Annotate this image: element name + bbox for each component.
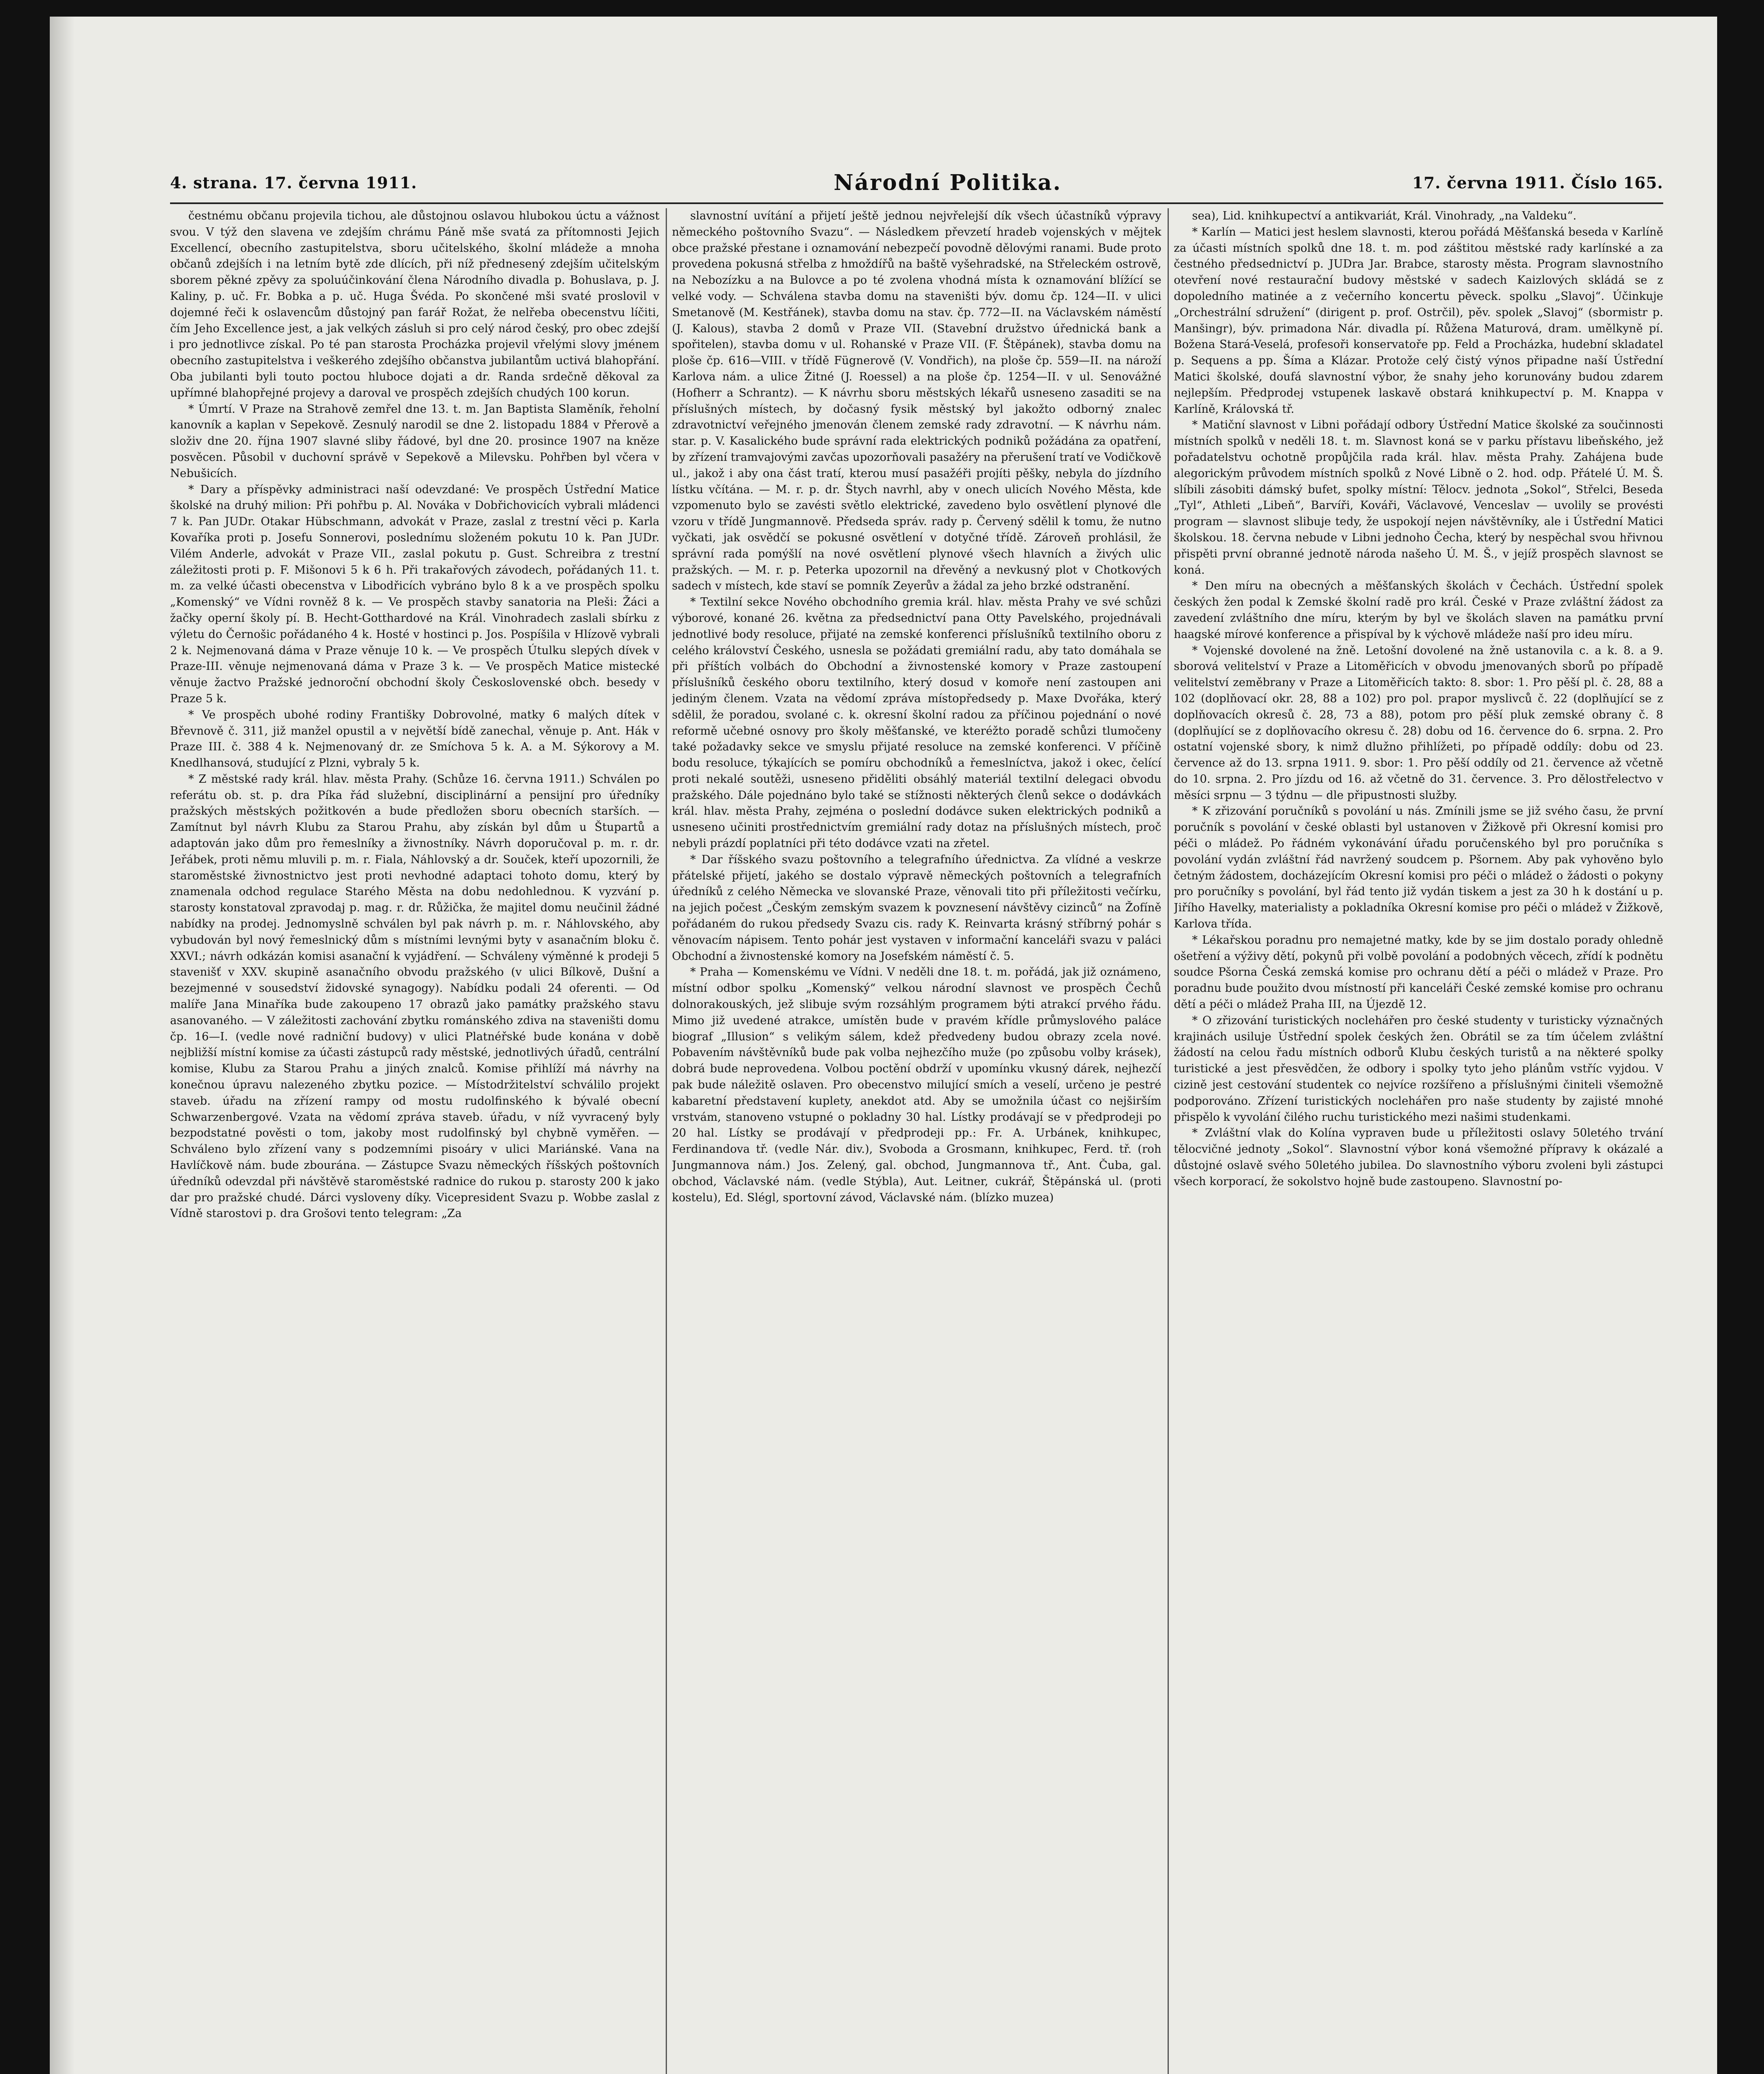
article-paragraph: * Dar říšského svazu poštovního a telegrafního úřednictva. Za vlídné a veskrze přátelské přijetí, jakého se dostalo výpravě německých poštovních a telegrafních úředníků z celého Německa ve slovanské Praze, věnovali tito při příležitosti večírku, na jejich počest „Českým zemským svazem k povznesení návštěvy cizinců“ na Žofíně pořádaném do rukou předsedy Svazu cis. rady K. Reinvarta krásný stříbrný pohár s věnovacím nápisem. Tento pohár jest vystaven v informační kanceláři svazu v paláci Obchodní a živnostenské komory na Josefském náměstí č. 5. [672,853,1161,963]
article-paragraph: * Matiční slavnost v Libni pořádají odbory Ústřední Matice školské za součinnosti místních spolků v neděli 18. t. m. Slavnost koná se v parku přístavu libeňského, jež pořadatelstvu ochotně propůjčila rada král. hlav. města Prahy. Zahájena bude alegorickým průvodem místních spolků z Nové Libně o 2. hod. odp. Přátelé Ú. M. Š. slíbili zásobiti dámský bufet, spolky místní: Tělocv. jednota „Sokol“, Střelci, Beseda „Tyl“, Athleti „Libeň“, Barvíři, Kováři, Václavové, Venceslav — uvolily se provésti program — slavnost slibuje tedy, že uspokojí nejen návštěvníky, ale i Ústřední Matici školskou. 18. června nebude v Libni jednoho Čecha, který by nespěchal svou hřivnou přispěti první obranné jednotě národa našeho Ú. M. Š., v jejíž prospěch slavnost se koná. [1174,419,1663,577]
article-paragraph: * K zřizování poručníků s povolání u nás. Zmínili jsme se již svého času, že první poručník s povolání v české oblasti byl ustanoven v Žižkově při Okresní komisi pro péči o mládež. Po řádném vykonávání úřadu poručenského byl pro poručníka s povolání vydán zvláštní řád navržený soudcem p. Pšornem. Aby pak vyhověno bylo četným žádostem, docházejícím Okresní komisi pro péči o mládež o žádosti o pokyny pro poručníky s povolání, byl řád tento již vydán tiskem a jest za 30 h k dostání u p. Jiřího Havelky, materialisty a pokladníka Okresní komise pro péči o mládež v Žižkově, Karlova třída. [1174,805,1663,931]
header-issue-number: 17. června 1911. Číslo 165. [1412,173,1663,192]
masthead-title: Národní Politika. [834,170,1062,195]
article-paragraph: * Karlín — Matici jest heslem slavnosti, kterou pořádá Měšťanská beseda v Karlíně za účasti místních spolků dne 18. t. m. pod záštitou městské rady karlínské a za čestného předsednictví p. JUDra Jar. Brabce, starosty města. Program slavnostního otevření nové restaurační budovy městské v sadech Kaizlových skládá se z dopoledního matinée a z večerního koncertu pěveck. spolku „Slavoj“. Účinkuje „Orchestrální sdružení“ (dirigent p. prof. Ostrčil), pěv. spolek „Slavoj“ (sbormistr p. Manšingr), býv. primadona Nár. divadla pí. Růžena Maturová, dram. umělkyně pí. Božena Stará-Veselá, profesoři konservatoře pp. Feld a Procházka, hudební skladatel p. Sequens a pp. Šíma a Klázar. Protože celý čistý výnos připadne naší Ústřední Matici školské, doufá slavnostní výbor, že snahy jeho korunovány budou zdarem nejlepším. Předprodej vstupenek laskavě obstará knihkupectví p. M. Knappa v Karlíně, Královská tř. [1174,225,1663,416]
article-paragraph: * Z městské rady král. hlav. města Prahy. (Schůze 16. června 1911.) Schválen po referátu ob. st. p. dra Píka řád služební, disciplinární a pensijní pro úředníky pražských městských požitkovén a bude předložen sboru obecních starších. — Zamítnut byl návrh Klubu za Starou Prahu, aby získán byl dům u Štupartů a adaptován jako dům pro řemeslníky a živnostníky. Návrh doporučoval p. m. r. dr. Jeřábek, proti němu mluvili p. m. r. Fiala, Náhlovský a dr. Souček, kteří upozornili, že staroměstské živnostnictvo jest proti nevhodné adaptaci tohoto domu, který by znamenala odchod regulace Starého Města na dobu nedohlednou. K vyzvání p. starosty konstatoval zpravodaj p. mag. r. dr. Růžička, že majitel domu neučinil žádné nabídky na prodej. Jednomyslně schválen byl pak návrh p. m. r. Náhlovského, aby vybudován byl nový řemeslnický dům s místními levnými byty v asanačním bloku č. XXVI.; návrh odkázán komisi asanační k vyjádření. — Schváleny výměnné k prodeji 5 stavenišť v XXV. skupině asanačního obvodu pražského (v ulici Bílkově, Dušní a bezejmenné v sousedství židovské synagogy). Nabídku podali 24 oferenti. — Od malíře Jana Minaříka bude zakoupeno 17 obrazů jako památky pražského stavu asanovaného. — V záležitosti zachování zbytku románského zdiva na staveništi domu čp. 16—I. (vedle nové radniční budovy) v ulici Platnéřské bude konána v době nejbližší místní komise za účasti zástupců rady městské, jednotlivých úřadů, centrální komise, Klubu za Starou Prahu a jiných znalců. Komise přihlíží má návrhy na konečnou úpravu nalezeného zbytku pozice. — Místodržitelství schválilo projekt staveb. úřadu na zřízení rampy od mostu rudolfinského k bývalé obecní Schwarzenbergové. Vzata na vědomí zpráva staveb. úřadu, v níž vyvracený byly bezpodstatné pověsti o tom, jakoby most rudolfinský byl chybně vyměřen. — Schváleno bylo zřízení vany s podzemními pisoáry v ulici Mariánské. Vana na Havlíčkově nám. bude zbourána. — Zástupce Svazu německých říšských poštovních úředníků odevzdal při návštěvě staroměstské radnice do rukou p. starosty 200 k jako dar pro pražské chudé. Dárci vysloveny díky. Vicepresident Svazu p. Wobbe zaslal z Vídně starostovi p. dra Grošovi tento telegram: „Za [170,772,659,1220]
newspaper-page [50,17,1717,2074]
article-paragraph: * Dary a příspěvky administraci naší odevzdané: Ve prospěch Ústřední Matice školské na druhý milion: Při pohřbu p. Al. Nováka v Dobřichovicích vybrali mládenci 7 k. Pan JUDr. Otakar Hübschmann, advokát v Praze, zaslal z trestní věci p. Karla Kovaříka proti p. Josefu Sonnerovi, poslednímu složeném pokutu 10 k. Pan JUDr. Vilém Anderle, advokát v Praze VII., zaslal pokutu p. Gust. Schreibra z trestní záležitosti proti p. F. Mišonovi 5 k 6 h. Při trakařových závodech, pořádaných 11. t. m. za velké účasti obecenstva v Libodřicích vybráno bylo 8 k a ve prospěch spolku „Komenský“ ve Vídni rovněž 8 k. — Ve prospěch stavby sanatoria na Pleši: Žáci a žačky operní školy pí. B. Hecht-Gotthardové na Král. Vinohradech zaslali sbírku z výletu do Černošic pořádaného 4 k. Hosté v hostinci p. Jos. Pospíšila v Hlízově vybrali 2 k. Nejmenovaná dáma v Praze věnuje 10 k. — Ve prospěch Útulku slepých dívek v Praze-III. věnuje nejmenovaná dáma v Praze 3 k. — Ve prospěch Matice mistecké věnuje žactvo Pražské jednoroční obchodní školy Československé obch. besedy v Praze 5 k. [170,483,659,705]
article-paragraph: * Lékařskou poradnu pro nemajetné matky, kde by se jim dostalo porady ohledně ošetření a výživy dětí, pokynů při volbě povolání a podobných věcech, zřídí k podnětu soudce Pšorna Česká zemská komise pro ochranu dětí a péči o mládež v Praze. Pro poradnu bude použito dvou místností při kanceláři České zemské komise pro ochranu dětí a péči o mládež Praha III, na Újezdě 12. [1174,933,1663,1011]
text-column-2 [672,208,1161,2074]
article-paragraph: * Praha — Komenskému ve Vídni. V neděli dne 18. t. m. pořádá, jak již oznámeno, místní odbor spolku „Komenský“ velkou národní slavnost ve prospěch Čechů dolnorakouských, jež slibuje svým rozsáhlým programem býti atrakcí prvého řádu. Mimo již uvedené atrakce, umístěn bude v pravém křídle průmyslového paláce biograf „Illusion“ s velikým sálem, kdež předvedeny budou obrazy zcela nové. Pobavením návštěvníků bude pak volba nejhezčího muže (po způsobu volby krásek), dobrá bude neprovedena. Volbou poctění obdrží v upomínku vkusný dárek, nejhezčí pak bude náležitě oslaven. Pro obecenstvo milující smích a veselí, určeno je pestré kabaretní představení kuplety, anekdot atd. Aby se umožnila účast co nejširším vrstvám, stanoveno vstupné o pokladny 30 hal. Lístky prodávají se v předprodeji po 20 hal. Lístky se prodávají v předprodeji pp.: Fr. A. Urbánek, knihkupec, Ferdinandova tř. (vedle Nár. div.), Svoboda a Grosmann, knihkupec, Ferd. tř. (roh Jungmannova nám.) Jos. Zelený, gal. obchod, Jungmannova tř., Ant. Čuba, gal. obchod, Václavské nám. (vedle Stýbla), Aut. Leitner, cukrář, Štěpánská ul. (proti kostelu), Ed. Slégl, sportovní závod, Václavské nám. (blízko muzea) [672,966,1161,1204]
article-paragraph: * O zřizování turistických noclehářen pro české studenty v turisticky význačných krajinách usiluje Ústřední spolek českých žen. Obrátil se za tím účelem zvláštní žádostí na celou řadu místních odborů Klubu českých turistů a na některé spolky turistické a jest přesvědčen, že odbory i spolky tyto jeho plánům vstříc vyjdou. V cizině jest cestování studentek co nejvíce rozšířeno a příslušnými činiteli všemožně podporováno. Zřízení turistických noclehářen pro naše studenty by zajisté mnohé přispělo k vyvolání čilého ruchu turistického mezi našimi studenkami. [1174,1014,1663,1124]
article-paragraph: čestnému občanu projevila tichou, ale důstojnou oslavou hlubokou úctu a vážnost svou. V týž den slavena ve zdejším chrámu Páně mše svatá za přítomnosti Jejich Excellencí, obecního zastupitelstva, sboru učitelského, školní mládeže a mnoha občanů zdejších i na letním bytě zde dlících, při níž přednesený zdejším učitelským sborem pěkné zpěvy za spoluúčinkování člena Národního divadla p. Bohuslava, p. J. Kaliny, p. uč. Fr. Bobka a p. uč. Huga Švéda. Po skončené mši svaté proslovil v dojemné řeči k oslavencům důstojný pan farář Rožat, že nelřeba obecenstvu líčiti, čím Jeho Excellence jest, a jak velkých zásluh si pro celý národ český, pro obec zdejší i pro jednotlivce získal. Po té pan starosta Procházka projevil vřelými slovy jménem obecního zastupitelstva i veškerého zdejšího občanstva jubilantům uctivá blahopřání. Oba jubilanti byli touto poctou hluboce dojati a dr. Randa srdečně děkoval za upřímné blahopřejné projevy a daroval ve prospěch zdejších chudých 100 korun. [170,209,659,399]
article-paragraph: * Vojenské dovolené na žně. Letošní dovolené na žně ustanovila c. a k. 8. a 9. sborová velitelství v Praze a Litoměřicích v obvodu jmenovaných sborů po případě velitelství zeměbrany v Praze a Litoměřicích takto: 8. sbor: 1. Pro pěší pl. č. 28, 88 a 102 (doplňovací okr. 28, 88 a 102) pro pol. prapor myslivců č. 22 (doplňující se z doplňovacích okresů č. 28, 73 a 88), potom pro pěší pluk zemské obrany č. 8 (doplňující se z doplňovacího okresu č. 28) dobu od 16. července do 6. srpna. 2. Pro ostatní vojenské sbory, k nimž dlužno přihlížeti, po případě oddíly: dobu od 23. července až do 13. srpna 1911. 9. sbor: 1. Pro pěší oddíly od 21. července až včetně do 10. srpna. 2. Pro jízdu od 16. až včetně do 31. července. 3. Pro dělostřelectvo v měsíci srpnu — 3 týdnu — dle připustnosti služby. [1174,644,1663,802]
article-paragraph: * Ve prospěch ubohé rodiny Františky Dobrovolné, matky 6 malých dítek v Břevnově č. 311, již manžel opustil a v největší bídě zanechal, věnuje p. Ant. Hák v Praze III. č. 388 4 k. Nejmenovaný dr. ze Smíchova 5 k. A. a M. Sýkorovy a M. Knedlhansová, studující z Plzni, vybraly 5 k. [170,708,659,770]
article-paragraph: sea), Lid. knihkupectví a antikvariát, Král. Vinohrady, „na Valdeku“. [1192,209,1577,222]
header-rule [170,202,1663,204]
article-paragraph: * Úmrtí. V Praze na Strahově zemřel dne 13. t. m. Jan Baptista Slaměník, řeholní kanovník a kaplan v Sepekově. Zesnulý narodil se dne 2. listopadu 1884 v Přerově a složiv dne 20. října 1907 slavné sliby řádové, byl dne 20. prosince 1907 na kněze posvěcen. Působil v duchovní správě v Sepekově a Milevsku. Pohřben byl včera v Nebušicích. [170,402,659,480]
page-edge-shadow [50,17,75,2074]
column-rule [666,208,667,2074]
text-column-1 [170,208,659,2074]
article-paragraph: slavnostní uvítání a přijetí ještě jednou nejvřelejší dík všech účastníků výpravy německého poštovního Svazu“. — Následkem převzetí hradeb vojenských v mějtek obce pražské přestane i oznamování nebezpečí povodně dělovými ranami. Bude proto provedena pokusná střelba z hmoždířů na baště vyšehradské, na Střeleckém ostrově, na Nebozízku a na Bulovce a po té zvolena vhodná místa k oznamování blížící se velké vody. — Schválena stavba domu na staveništi býv. domu čp. 124—II. v ulici Smetanově (M. Kestřánek), stavba domu na stav. čp. 772—II. na Václavském náměstí (J. Kalous), stavba 2 domů v Praze VII. (Stavební družstvo úřednická bank a spořitelen), stavba domu v ul. Rohanské v Praze VII. (F. Štěpánek), stavba domu na ploše čp. 616—VIII. v třídě Fügnerově (V. Vondřich), na ploše čp. 559—II. na nároží Karlova nám. a ulice Žitné (J. Roessel) a na ploše čp. 1254—II. v ul. Senovážné (Hofherr a Schrantz). — K návrhu sboru městských lékařů usneseno zasaditi se na příslušných místech, by dočasný fysik městský byl jakožto odborný znalec zdravotnictví veřejného jmenován členem zemské rady zdravotní. — K návrhu nám. star. p. V. Kasalického bude správní rada elektrických podniků požádána za opatření, by zřízení tramvajovými zavčas upozorňovali pasažéry na přerušení tratí ve Vodičkově ul., jakož i aby ona část tratí, kterou musí pasažéři projíti pěšky, nebyla do jízdního lístku včítána. — M. r. p. dr. Štych navrhl, aby v onech ulicích Nového Města, kde vzpomenuto bylo se zavésti světlo elektrické, zavedeno bylo osvětlení plynové dle vzoru v třídě Jungmannově. Předseda správ. rady p. Červený sdělil k tomu, že nutno vyčkati, jak osvědčí se pokusné osvětlení v dotyčné třídě. Zároveň prohlásil, že správní rada pomýšlí na nové osvětlení plynové všech hlavních a živých ulic pražských. — M. r. p. Peterka upozornil na dřevěný a nevkusný plot v Chotkových sadech v místech, kde staví se pomník Zeyerův a žádal za jeho brzké odstranění. [672,209,1161,593]
article-paragraph: * Den míru na obecných a měšťanských školách v Čechách. Ústřední spolek českých žen podal k Zemské školní radě pro král. České v Praze zvláštní žádost za zavedení zvláštního dne míru, kterým by byl ve školách slaven na památku první haagské mírové konference a přispíval by k výchově mládeže naší pro ideu míru. [1174,579,1663,641]
article-paragraph: * Textilní sekce Nového obchodního gremia král. hlav. města Prahy ve své schůzi výborové, konané 26. května za předsednictví pana Otty Pavelského, projednávali jednotlivé body resoluce, přijaté na zemské konferenci příslušníků textilního oboru z celého království Českého, usnesla se požádati gremiální radu, aby tato domáhala se při příštích volbách do Obchodní a živnostenské komory v Praze zastoupení příslušníků českého oboru textilního, který dosud v komoře není zastoupen ani jediným členem. Vzata na vědomí zpráva místopředsedy p. Maxe Dvořáka, který sdělil, že poradou, svolané c. k. okresní školní radou za příčinou pojednání o nové reformě učebné osnovy pro školy měšťanské, ve kteréžto poradě schůzi tlumočeny také požadavky sekce ve smyslu přijaté resoluce na zemské konferenci. V příčině bodu resoluce, týkajících se pomíru obchodníků a řemeslníctva, jakož i okec, čelící proti nekalé soutěži, usneseno přiděliti obsáhlý materiál textilní delegaci obvodu pražského. Dále pojednáno bylo také se stížnosti některých členů sekce o dodávkách král. hlav. města Prahy, zejména o poslední dodávce suken elektrických podniků a usneseno učiniti prostřednictvím gremiální rady dotaz na příslušných místech, proč nebyli prázdí poplatníci při této dodávce vzati na zřetel. [672,596,1161,850]
text-column-3 [1174,208,1663,2074]
header-page-date: 4. strana. 17. června 1911. [170,173,417,192]
page-header [170,170,1663,199]
column-rule [1168,208,1169,2074]
article-paragraph: * Zvláštní vlak do Kolína vypraven bude u příležitosti oslavy 50letého trvání tělocvičné jednoty „Sokol“. Slavnostní výbor koná všemožné přípravy k okázalé a důstojné oslavě svého 50letého jubilea. Do slavnostního výboru zvoleni byli zástupci všech korporací, že sokolstvo hojně bude zastoupeno. Slavnostní po- [1174,1127,1663,1188]
